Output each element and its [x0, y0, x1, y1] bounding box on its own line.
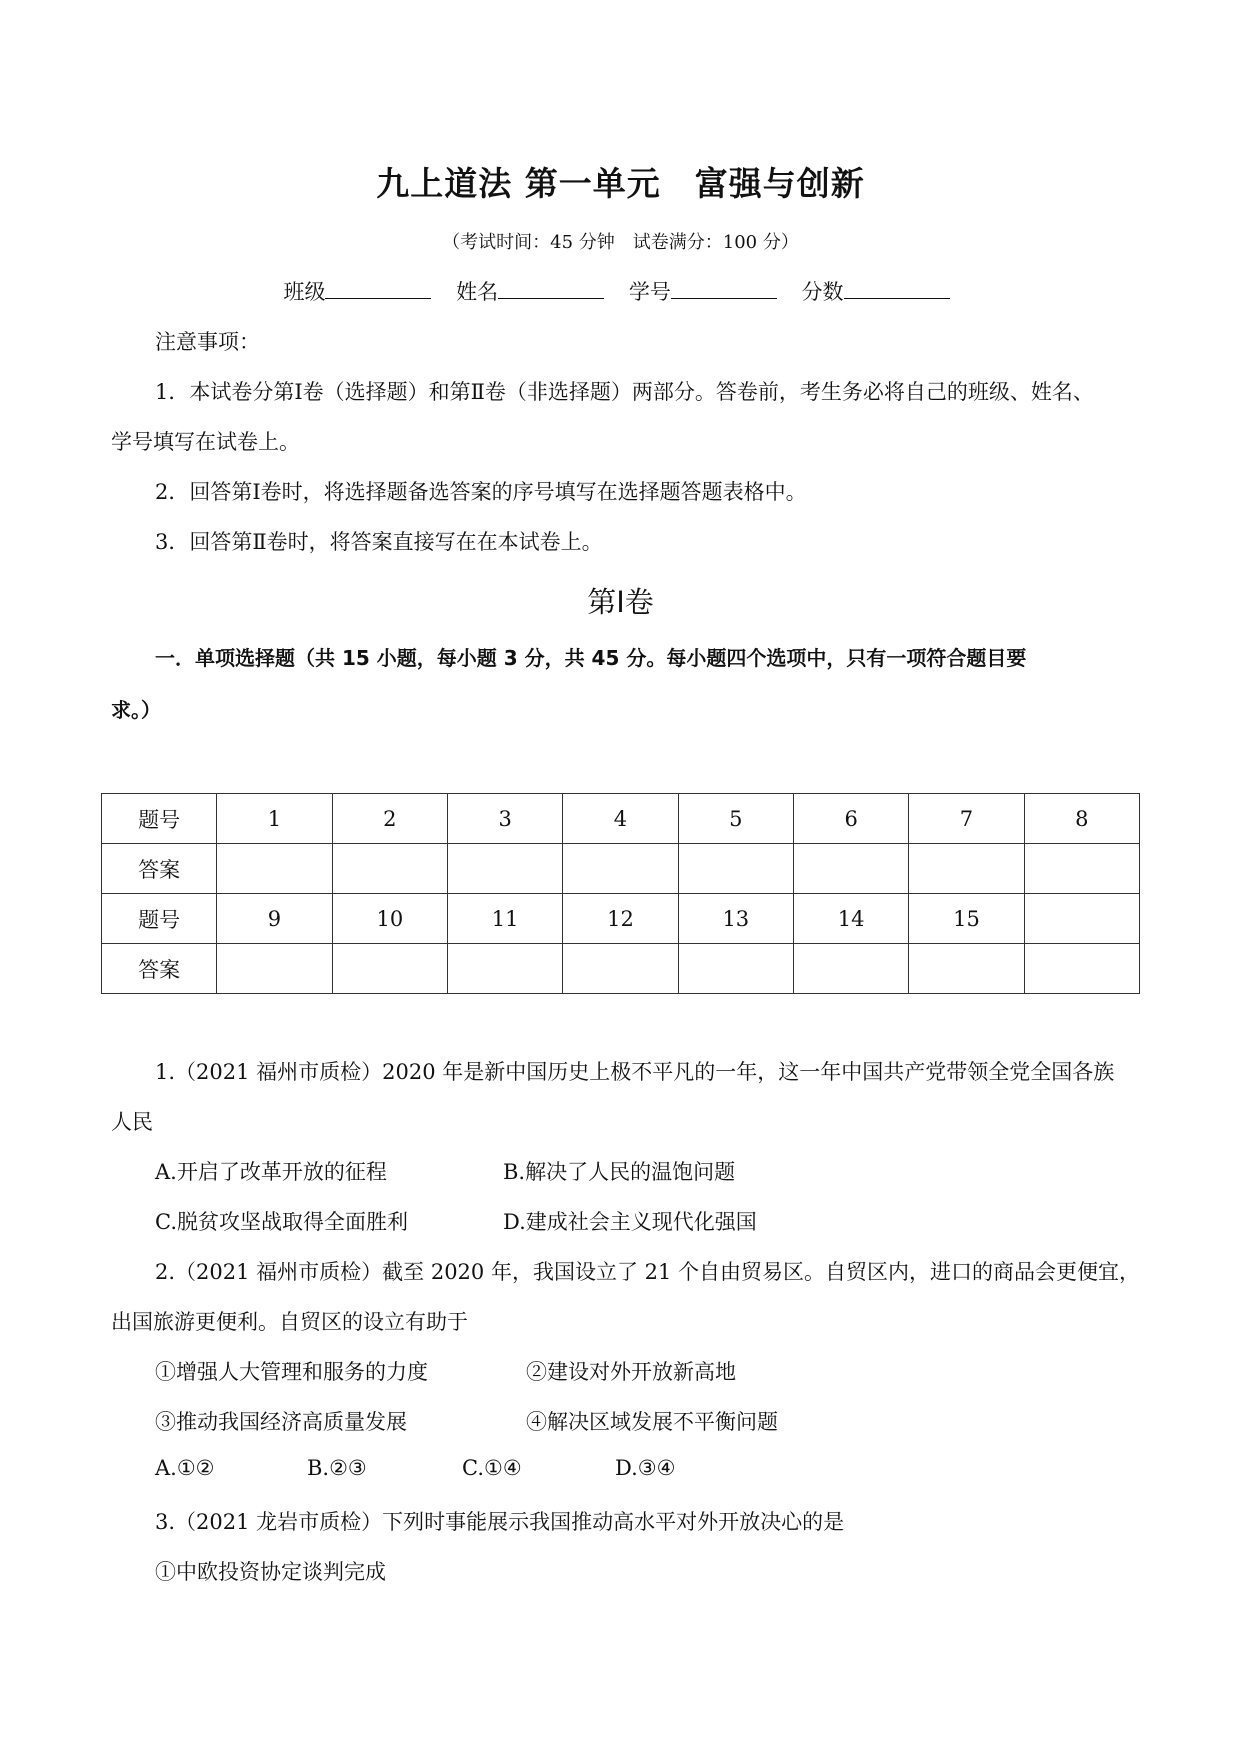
question-number-cell: 10	[332, 894, 447, 944]
question-2-option-a: A.①②	[155, 1456, 215, 1480]
answer-cell[interactable]	[563, 944, 678, 994]
question-1-stem-line-1: 1.（2021 福州市质检）2020 年是新中国历史上极不平凡的一年，这一年中国共产党带领全党全国各族	[155, 1060, 1115, 1084]
question-number-cell: 11	[447, 894, 562, 944]
field-name-label: 姓名	[456, 280, 499, 304]
question-2-stem-line-1: 2.（2021 福州市质检）截至 2020 年，我国设立了 21 个自由贸易区。自贸区内，进口的商品会更便宜，	[155, 1260, 1141, 1284]
question-2-statement-2: ②建设对外开放新高地	[526, 1360, 736, 1384]
question-1-option-b: B.解决了人民的温饱问题	[503, 1160, 736, 1184]
notes-heading: 注意事项：	[155, 330, 260, 354]
answer-cell[interactable]	[678, 844, 793, 894]
question-2-statement-3: ③推动我国经济高质量发展	[155, 1410, 407, 1434]
answer-cell[interactable]	[1024, 844, 1139, 894]
question-2-option-d: D.③④	[615, 1456, 676, 1480]
question-number-cell: 9	[217, 894, 332, 944]
question-number-cell: 15	[909, 894, 1024, 944]
question-1-option-a: A.开启了改革开放的征程	[155, 1160, 387, 1184]
note-3: 3．回答第Ⅱ卷时，将答案直接写在在本试卷上。	[155, 530, 603, 554]
student-info-line	[0, 276, 1241, 306]
note-1-line-2: 学号填写在试卷上。	[111, 430, 300, 454]
row-label-number: 题号	[102, 894, 217, 944]
question-1-option-d: D.建成社会主义现代化强国	[503, 1210, 757, 1234]
answer-cell[interactable]	[217, 944, 332, 994]
question-3-statement-1: ①中欧投资协定谈判完成	[155, 1560, 386, 1584]
answer-cell[interactable]	[447, 944, 562, 994]
exam-subtitle: （考试时间：45 分钟 试卷满分：100 分）	[442, 232, 799, 253]
row-label-number: 题号	[102, 794, 217, 844]
section-1-heading-line-2: 求。）	[111, 698, 161, 722]
table-row	[102, 794, 1140, 844]
table-row	[102, 844, 1140, 894]
field-class-blank[interactable]	[325, 278, 431, 299]
answer-cell[interactable]	[793, 844, 908, 894]
question-2-statement-4: ④解决区域发展不平衡问题	[526, 1410, 778, 1434]
question-number-cell: 13	[678, 894, 793, 944]
field-score-blank[interactable]	[844, 278, 950, 299]
question-number-cell: 6	[793, 794, 908, 844]
field-class-label: 班级	[283, 280, 326, 304]
field-name-blank[interactable]	[498, 278, 604, 299]
question-number-cell: 8	[1024, 794, 1139, 844]
answer-cell[interactable]	[678, 944, 793, 994]
answer-cell[interactable]	[563, 844, 678, 894]
answer-cell[interactable]	[332, 844, 447, 894]
field-id-label: 学号	[628, 280, 671, 304]
answer-cell[interactable]	[447, 844, 562, 894]
table-row	[102, 944, 1140, 994]
answer-cell[interactable]	[793, 944, 908, 994]
table-row	[102, 894, 1140, 944]
answer-cell[interactable]	[332, 944, 447, 994]
field-score-label: 分数	[801, 280, 844, 304]
answer-cell[interactable]	[909, 844, 1024, 894]
question-number-cell: 4	[563, 794, 678, 844]
answer-cell[interactable]	[217, 844, 332, 894]
question-number-cell: 12	[563, 894, 678, 944]
question-1-option-c: C.脱贫攻坚战取得全面胜利	[155, 1210, 408, 1234]
answer-cell[interactable]	[909, 944, 1024, 994]
question-2-stem-line-2: 出国旅游更便利。自贸区的设立有助于	[111, 1310, 468, 1334]
volume-title: 第Ⅰ卷	[587, 585, 654, 619]
question-number-cell: 3	[447, 794, 562, 844]
note-2: 2．回答第Ⅰ卷时，将选择题备选答案的序号填写在选择题答题表格中。	[155, 480, 807, 504]
field-id-blank[interactable]	[671, 278, 777, 299]
question-3-stem: 3.（2021 龙岩市质检）下列时事能展示我国推动高水平对外开放决心的是	[155, 1510, 845, 1534]
question-2-statement-1: ①增强人大管理和服务的力度	[155, 1360, 428, 1384]
page-title: 九上道法 第一单元 富强与创新	[376, 164, 865, 203]
answer-cell[interactable]	[1024, 944, 1139, 994]
note-1-line-1: 1．本试卷分第Ⅰ卷（选择题）和第Ⅱ卷（非选择题）两部分。答卷前，考生务必将自己的班级、姓名、	[155, 380, 1094, 404]
row-label-answer: 答案	[102, 844, 217, 894]
question-number-cell: 5	[678, 794, 793, 844]
question-number-cell: 14	[793, 894, 908, 944]
row-label-answer: 答案	[102, 944, 217, 994]
question-1-stem-line-2: 人民	[111, 1110, 153, 1134]
question-number-cell: 2	[332, 794, 447, 844]
question-2-option-c: C.①④	[462, 1456, 522, 1480]
answer-table	[101, 793, 1140, 994]
question-number-cell: 7	[909, 794, 1024, 844]
question-2-option-b: B.②③	[307, 1456, 367, 1480]
question-number-cell	[1024, 894, 1139, 944]
section-1-heading-line-1: 一．单项选择题（共 15 小题，每小题 3 分，共 45 分。每小题四个选项中，只有一项符合题目要	[155, 646, 1027, 670]
question-number-cell: 1	[217, 794, 332, 844]
